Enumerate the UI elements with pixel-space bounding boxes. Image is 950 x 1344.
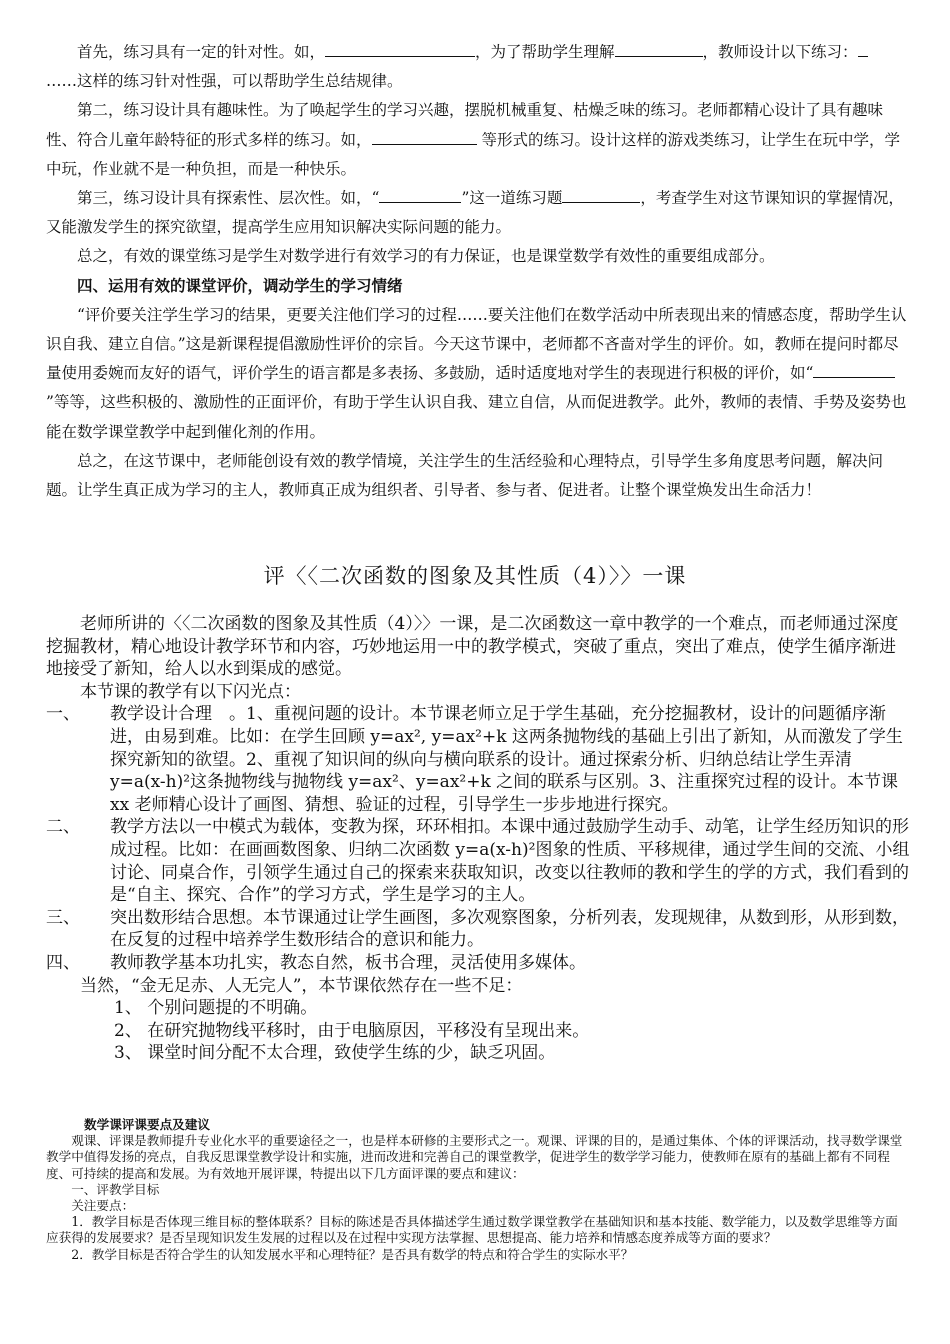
shortcoming-item: 3、 课堂时间分配不太合理，致使学生练的少，缺乏巩固。 (114, 1043, 556, 1064)
item-marker: 四、 (46, 952, 80, 973)
section-lesson-review (46, 613, 912, 1065)
guidelines-focus-label: 关注要点： (71, 1198, 135, 1214)
section-classroom-practice (46, 38, 908, 505)
review-lead: 本节课的教学有以下闪光点： (80, 681, 301, 702)
shortcoming-item: 1、 个别问题提的不明确。 (114, 998, 318, 1019)
item-marker: 三、 (46, 907, 80, 928)
item-text: 教师教学基本功扎实，教态自然，板书合理，灵活使用多媒体。 (110, 952, 586, 973)
item-marker: 一、 (46, 704, 80, 725)
fill-blank (372, 127, 477, 144)
fill-blank (615, 40, 703, 57)
highlight-item (46, 952, 912, 975)
paragraph-interesting-practice: 第二，练习设计具有趣味性。为了唤起学生的学习兴趣，摆脱机械重复、枯燥乏味的练习。老师都精心设计了具有趣味性、符合儿童年龄特征的形式多样的练习。如， 等形式的练习。设计这样的游戏类练习，让学生在玩中学，学中玩，作业就不是一种负担，而是一种快乐。 (46, 101, 900, 178)
review-intro: 老师所讲的〈〈二次函数的图象及其性质（4）〉〉一课，是二次函数这一章中教学的一个难点，而老师通过深度挖掘教材，精心地设计教学环节和内容，巧妙地运用一中的教学模式，突破了重点，突出了难点，使学生循序渐进地接受了新知，给人以水到渠成的感觉。 (46, 614, 899, 680)
paragraph-targeted-practice: 首先，练习具有一定的针对性。如， ，为了帮助学生理解 ，教师设计以下练习： (46, 38, 908, 67)
fill-blank (813, 361, 895, 378)
guidelines-point: 1．教学目标是否体现三维目标的整体联系？目标的陈述是否具体描述学生通过数学课堂教学在基础知识和基本技能、数学能力，以及数学思维等方面应获得的发展要求？是否呈现知识发生发展的过程以及在过程中实现方法掌握、思想提高、能力培养和情感态度养成等方面的要求？ (46, 1214, 898, 1246)
item-text: 突出数形结合思想。本节课通过让学生画图，多次观察图象，分析列表，发现规律，从数到形，从形到数，在反复的过程中培养学生数形结合的意识和能力。 (110, 907, 909, 951)
paragraph-summary-practice: 总之，有效的课堂练习是学生对数学进行有效学习的有力保证，也是课堂数学有效性的重要组成部分。 (77, 247, 775, 266)
shortcoming-item: 2、 在研究抛物线平移时，由于电脑原因，平移没有呈现出来。 (114, 1020, 590, 1041)
paragraph-exploratory-practice: 第三，练习设计具有探索性、层次性。如，“ ”这一道练习题 ，考查学生对这节课知识的掌握情况，又能激发学生的探究欲望，提高学生应用知识解决实际问题的能力。 (46, 184, 908, 242)
paragraph-targeted-practice-cont: ……这样的练习针对性强，可以帮助学生总结规律。 (46, 72, 403, 91)
fill-blank (325, 40, 475, 57)
section-evaluation-guidelines (46, 1117, 908, 1263)
guidelines-point: 2．教学目标是否符合学生的认知发展水平和心理特征？是否具有数学的特点和符合学生的实际水平？ (71, 1246, 634, 1262)
highlight-item (46, 816, 912, 906)
fill-blank (379, 186, 461, 203)
guidelines-title: 数学课评课要点及建议 (84, 1117, 210, 1132)
guidelines-subheading: 一、评教学目标 (71, 1181, 160, 1197)
highlight-item (46, 907, 912, 952)
fill-blank (858, 40, 868, 57)
review-however: 当然，“金无足赤、人无完人”，本节课依然存在一些不足： (80, 975, 523, 996)
item-marker: 二、 (46, 817, 80, 838)
fill-blank (562, 186, 640, 203)
lesson-review-title: 评〈〈二次函数的图象及其性质（4）〉〉一课 (263, 564, 687, 588)
section-heading-4: 四、运用有效的课堂评价，调动学生的学习情绪 (77, 276, 403, 295)
highlight-item (46, 703, 912, 816)
item-text: 教学方法以一中模式为载体，变教为探，环环相扣。本课中通过鼓励学生动手、动笔，让学生经历知识的形成过程。比如：在画画数图象、归纳二次函数 y=a(x-h)²图象的性质、平移规律，通过学生间的交流、小组讨论、同桌合作，引领学生通过自己的探索来获取知识，改变以往教师的教和学生的学的方式，我们看到的是“自主、探究、合作”的学习方式，学生是学习的主人。 (110, 817, 910, 906)
guidelines-intro: 观课、评课是教师提升专业化水平的重要途径之一，也是样本研修的主要形式之一。观课、评课的目的，是通过集体、个体的评课活动，找寻数学课堂教学中值得发扬的亮点，自我反思课堂教学设计和实施，进而改进和完善自己的课堂教学，促进学生的数学学习能力，使教师在原有的基础上都有不同程度、可持续的提高和发展。为有效地开展评课，特提出以下几方面评课的要点和建议： (46, 1133, 903, 1181)
paragraph-evaluation: “评价要关注学生学习的结果，更要关注他们学习的过程……要关注他们在数学活动中所表现出来的情感态度，帮助学生认识自我、建立自信。”这是新课程提倡激励性评价的宗旨。今天这节课中，老师都不吝啬对学生的评价。如，教师在提问时都尽量使用委婉而友好的语气，评价学生的语言都是多表扬、多鼓励，适时适度地对学生的表现进行积极的评价，如“”等等，这些积极的、激励性的正面评价，有助于学生认识自我、建立自信，从而促进教学。此外，教师的表情、手势及姿势也能在数学课堂教学中起到催化剂的作用。 (46, 305, 907, 441)
paragraph-conclusion: 总之，在这节课中，老师能创设有效的教学情境，关注学生的生活经验和心理特点，引导学生多角度思考问题，解决问题。让学生真正成为学习的主人，教师真正成为组织者、引导者、参与者、促进者。让整个课堂焕发出生命活力！ (46, 451, 884, 500)
item-text: 教学设计合理 。1、重视问题的设计。本节课老师立足于学生基础，充分挖掘教材，设计的问题循序渐进，由易到难。比如：在学生回顾 y=ax², y=ax²+k 这两条抛物线的基础上引出了新知，从而激发了学生探究新知的欲望。2、重视了知识间的纵向与横向联系的设计。通过探索分析、归纳总结让学生弄清 y=a(x-h)²这条抛物线与抛物线 y=ax²、y=ax²+k 之间的联系与区别。3、注重探究过程的设计。本节课 xx 老师精心设计了画图、猜想、验证的过程，引导学生一步步地进行探究。 (110, 704, 903, 815)
